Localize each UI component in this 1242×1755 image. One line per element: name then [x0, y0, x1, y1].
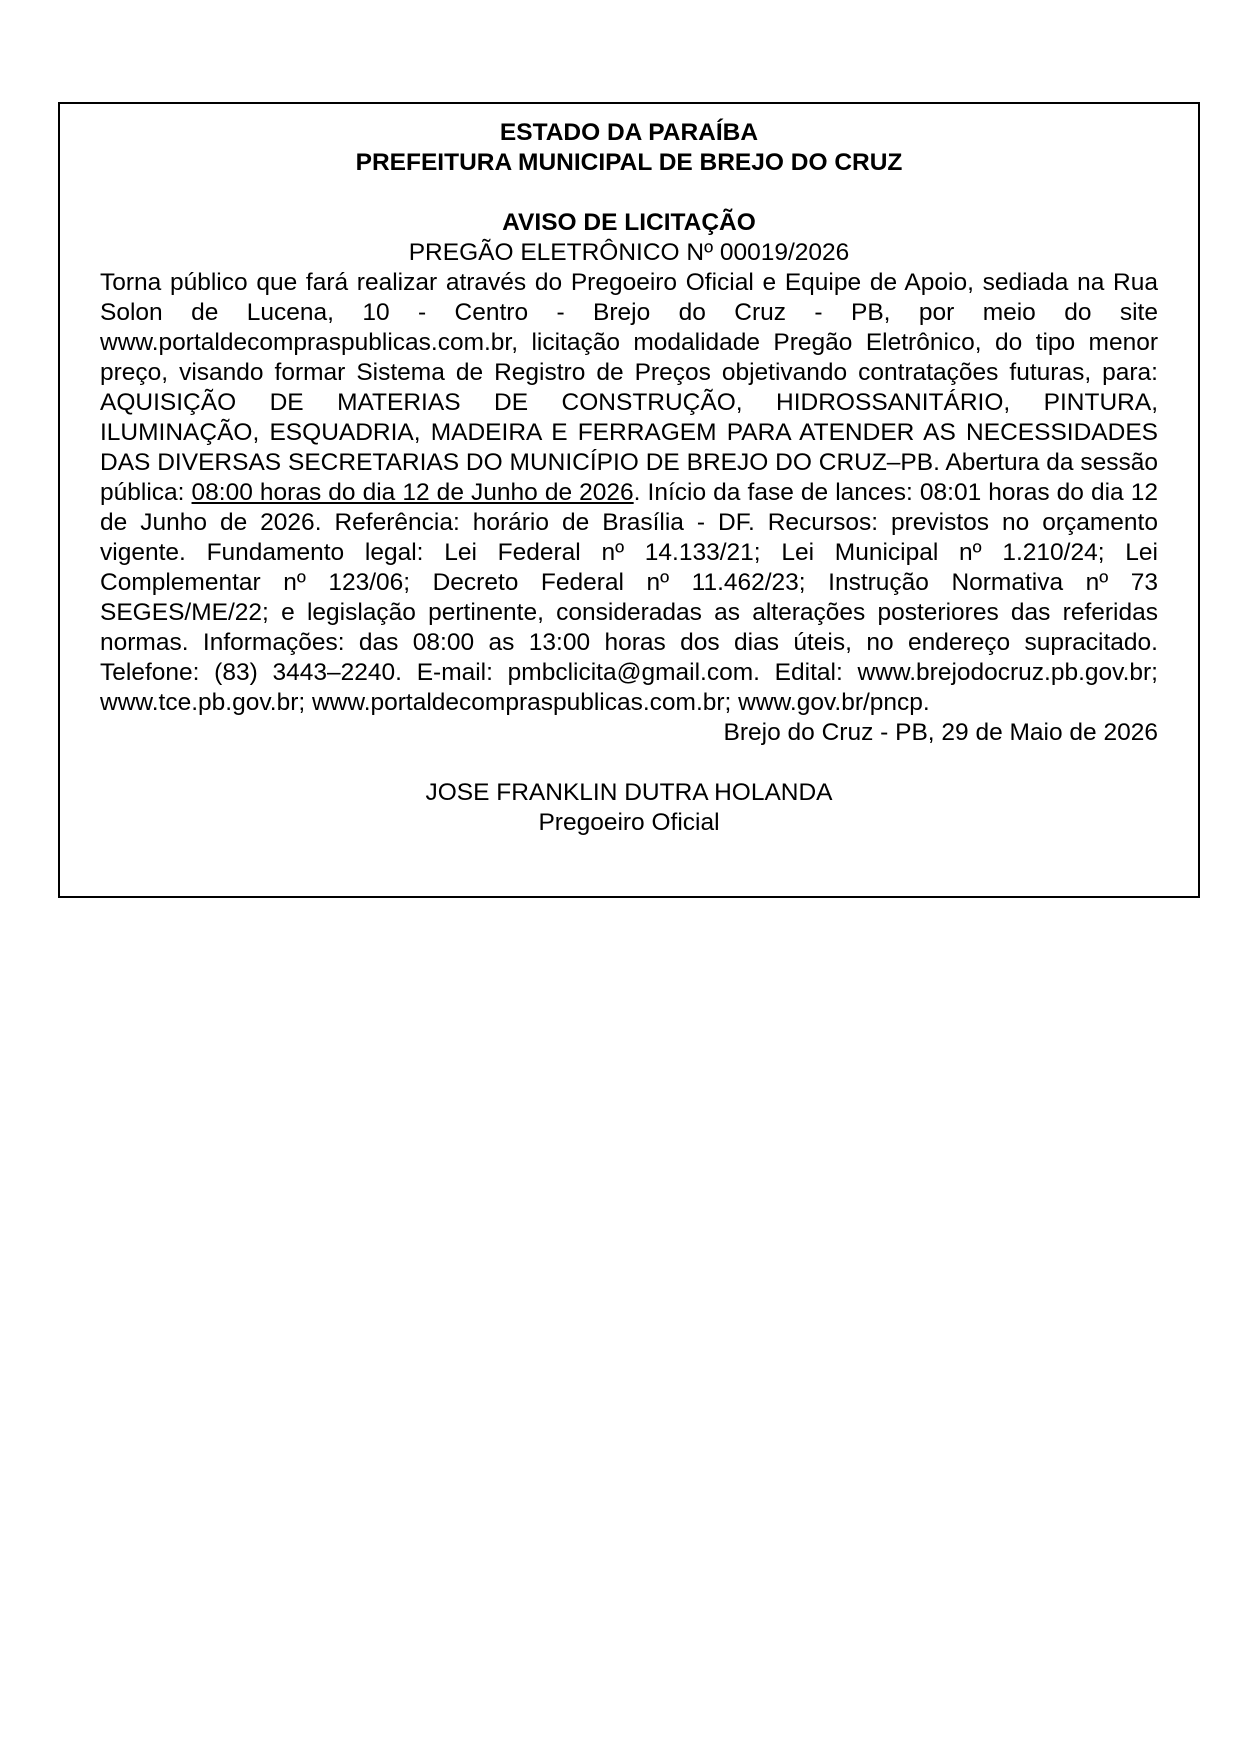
session-opening-datetime: 08:00 horas do dia 12 de Junho de 2026 [191, 479, 634, 506]
notice-box [58, 102, 1200, 898]
body-text-part-1: Torna público que fará realizar através do Pregoeiro Oficial e Equipe de Apoio, sediada na Rua Solon de Lucena, 10 - Centro - Brejo do Cruz - PB, por meio do site www.portaldecompraspublicas.com.br, licitação modalidade Pregão Eletrônico, do tipo menor preço, visando formar Sistema de Registro de Preços objetivando contratações futuras, para: AQUISIÇÃO DE MATERIAS DE CONSTRUÇÃO, HIDROSSANITÁRIO, PINTURA, ILUMINAÇÃO, ESQUADRIA, MADEIRA E FERRAGEM PARA ATENDER AS NECESSIDADES DAS DIVERSAS SECRETARIAS DO MUNICÍPIO DE BREJO DO CRUZ–PB. Abertura da sessão pública: [100, 269, 1158, 506]
notice-body [100, 268, 1158, 718]
municipality-heading: PREFEITURA MUNICIPAL DE BREJO DO CRUZ [355, 149, 903, 176]
spacer [100, 748, 1158, 778]
place-date: Brejo do Cruz - PB, 29 de Maio de 2026 [723, 719, 1158, 746]
spacer [100, 178, 1158, 208]
signatory-role: Pregoeiro Oficial [538, 809, 720, 836]
signatory-name: JOSE FRANKLIN DUTRA HOLANDA [425, 779, 833, 806]
notice-title: AVISO DE LICITAÇÃO [502, 209, 756, 236]
process-number: PREGÃO ELETRÔNICO Nº 00019/2026 [408, 239, 850, 266]
body-text-part-2: . Início da fase de lances: 08:01 horas do dia 12 de Junho de 2026. Referência: horário de Brasília - DF. Recursos: previstos no orçamento vigente. Fundamento legal: Lei Federal nº 14.133/21; Lei Municipal nº 1.210/24; Lei Complementar nº 123/06; Decreto Federal nº 11.462/23; Instrução Normativa nº 73 SEGES/ME/22; e legislação pertinente, consideradas as alterações posteriores das referidas normas. Informações: das 08:00 as 13:00 horas dos dias úteis, no endereço supracitado. Telefone: (83) 3443–2240. E-mail: pmbclicita@gmail.com. Edital: www.brejodocruz.pb.gov.br; www.tce.pb.gov.br; www.portaldecompraspublicas.com.br; www.gov.br/pncp. [100, 479, 1158, 716]
state-heading: ESTADO DA PARAÍBA [499, 119, 759, 146]
